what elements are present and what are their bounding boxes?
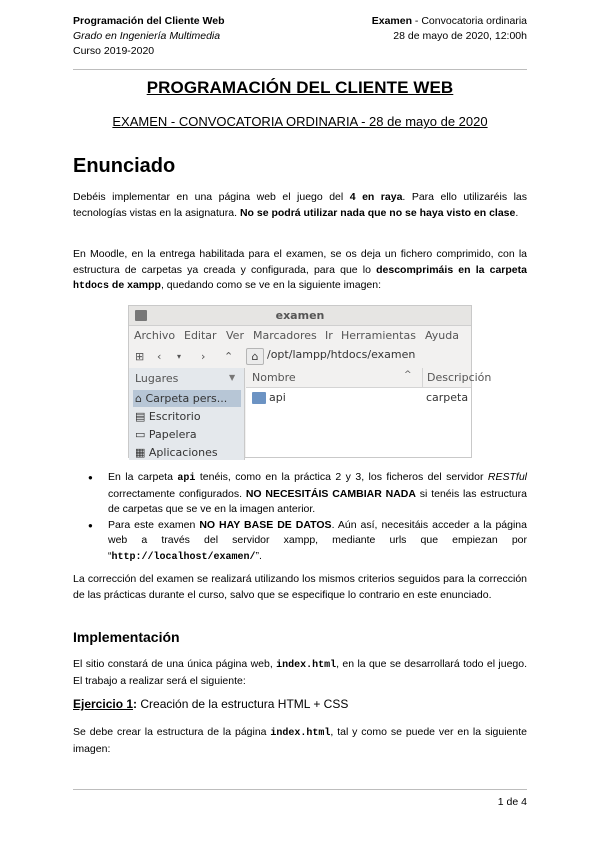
text-run: correctamente configurados. [108, 487, 246, 500]
text-run: . Para ello utilizaréis las tecnologías vistas en la asignatura. [73, 191, 528, 219]
chevron-down-icon: ▼ [229, 373, 236, 382]
text-run-italic: RESTful [487, 471, 528, 483]
text-run-bold: : [133, 697, 138, 711]
history-dropdown-icon: ▾ [177, 352, 182, 361]
file-name: api [269, 391, 286, 404]
back-icon: ‹ [157, 350, 162, 363]
exam-date: 28 de mayo de 2020, 12:00h [393, 30, 527, 42]
paragraph-structure [73, 725, 527, 757]
file-manager-screenshot [128, 305, 492, 459]
places-sidebar [129, 368, 245, 460]
list-item [88, 470, 527, 518]
header-right [372, 14, 527, 44]
code-api: api [177, 473, 196, 484]
section-heading-implementacion: Implementación [73, 629, 180, 645]
paragraph-intro [73, 190, 527, 221]
window-titlebar [129, 306, 471, 326]
text-run-bold: No se podrá utilizar nada que no se haya visto en clase [239, 206, 516, 219]
sidebar-item-label: Papelera [148, 428, 197, 441]
sidebar-item-trash: ▭ Papelera [135, 428, 197, 441]
text-run-bold: de xampp [109, 279, 161, 291]
text-run: Debéis implementar en una página web el juego del [73, 191, 350, 203]
text-run-bold: 4 en raya [349, 191, 403, 203]
sidebar-item-desktop: ▤ Escritorio [135, 410, 201, 423]
list-item [88, 518, 527, 566]
text-run: . [515, 206, 519, 219]
exam-call: - Convocatoria ordinaria [412, 15, 527, 27]
sidebar-item-label: Carpeta pers... [145, 392, 228, 405]
degree-name: Grado en Ingeniería Multimedia [73, 30, 221, 42]
code-url: http://localhost/examen/ [111, 551, 256, 563]
code-index: index.html [276, 660, 337, 671]
text-run: , quedando como se ve en la siguiente imagen: [160, 279, 382, 291]
code-index: index.html [270, 728, 331, 739]
footer-divider [73, 789, 527, 790]
new-tab-icon: ⊞ [135, 350, 145, 363]
text-run: El sitio constará de una única página web, [73, 658, 277, 670]
academic-year: Curso 2019-2020 [73, 45, 155, 57]
sidebar-item-label: Aplicaciones [148, 446, 218, 459]
file-row [246, 390, 471, 407]
sidebar-item-apps: ▦ Aplicaciones [135, 446, 218, 459]
location-path: /opt/lampp/htdocs/examen [267, 348, 416, 361]
column-headers [246, 368, 492, 388]
sidebar-item-label: Escritorio [148, 410, 201, 423]
text-run: , tal y como se puede ver en la siguiente imagen: [73, 726, 527, 755]
text-run: ”. [255, 549, 262, 562]
sort-up-icon: ^ [404, 370, 412, 380]
text-run: Se debe crear la estructura de la página [73, 726, 271, 738]
exam-label: Examen [371, 15, 413, 27]
text-run: si tenéis las estructura de carpetas que se ve en la imagen anterior. [108, 487, 527, 515]
exercise-heading [73, 697, 348, 711]
forward-icon: › [201, 350, 206, 363]
exercise-label: Ejercicio 1 [73, 697, 134, 711]
file-description: carpeta [426, 391, 469, 404]
text-run-bold: descomprimáis en la carpeta [376, 263, 527, 276]
bullet-list [88, 470, 527, 565]
column-name: Nombre [252, 371, 296, 384]
menu-ir: Ir [325, 329, 333, 342]
exercise-title: Creación de la estructura HTML + CSS [137, 697, 349, 711]
location-bar [129, 346, 471, 368]
paragraph-correction: La corrección del examen se realizará utilizando los mismos criterios seguidos para la corrección de las prácticas durante el curso, salvo que se especifique lo contrario en este enunciado. [73, 573, 527, 601]
menu-archivo: Archivo [134, 329, 176, 342]
section-heading-enunciado: Enunciado [73, 155, 176, 177]
menu-bar [129, 326, 471, 346]
sidebar-item-home: ⌂ Carpeta pers... [133, 390, 241, 407]
column-description: Descripción [422, 368, 491, 388]
page-number: 1 de 4 [497, 796, 527, 808]
text-run-bold: NO HAY BASE DE DATOS [199, 518, 332, 531]
up-icon: ⌃ [224, 350, 234, 363]
folder-icon [252, 392, 266, 404]
window-title: examen [275, 309, 325, 322]
text-run-bold: NO NECESITÁIS CAMBIAR NADA [245, 487, 416, 500]
menu-ayuda: Ayuda [425, 329, 459, 342]
home-icon: ⌂ [246, 348, 264, 365]
paragraph-site [73, 657, 527, 689]
text-run: tenéis, como en la práctica 2 y 3, los ficheros del servidor [195, 471, 488, 483]
menu-marcadores: Marcadores [253, 329, 317, 342]
course-name: Programación del Cliente Web [73, 15, 225, 27]
paragraph-moodle [73, 247, 527, 295]
menu-ver: Ver [226, 329, 244, 342]
text-run: . Aún así, necesitáis acceder a la página web a través del servidor xampp, mediante urls que empiezan por “ [108, 518, 527, 562]
text-run: En la carpeta [108, 471, 178, 483]
header-left [73, 14, 225, 59]
text-run: , en la que se desarrollará todo el juego. El trabajo a realizar será el siguiente: [73, 658, 527, 687]
text-run: Para este examen [108, 518, 200, 531]
sidebar-header: Lugares [135, 372, 179, 385]
code-htdocs: htdocs [73, 281, 110, 292]
page-header [73, 14, 527, 70]
menu-editar: Editar [184, 329, 217, 342]
menu-herramientas: Herramientas [341, 329, 416, 342]
document-title: PROGRAMACIÓN DEL CLIENTE WEB [146, 78, 454, 97]
text-run: En Moodle, en la entrega habilitada para el examen, se os deja un fichero comprimido, con la estructura de carpetas ya creada y configurada, para que lo [73, 248, 527, 276]
document-subtitle: EXAMEN - CONVOCATORIA ORDINARIA - 28 de mayo de 2020 [112, 114, 488, 129]
file-list [246, 368, 492, 457]
